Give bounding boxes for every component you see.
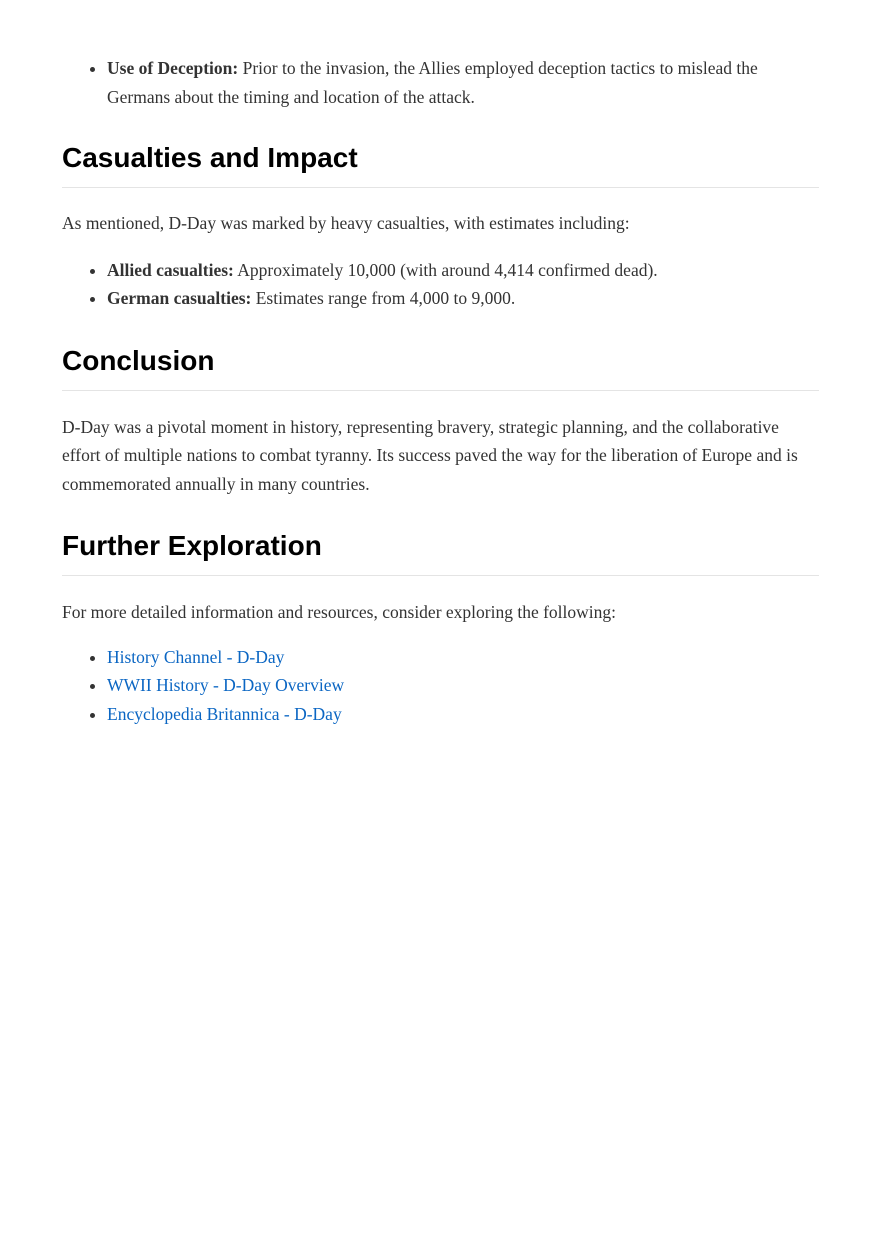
list-item-allied-casualties <box>107 256 819 285</box>
document-page <box>62 0 819 728</box>
list-item-term: Allied casualties: <box>107 259 234 280</box>
list-item-text: Estimates range from 4,000 to 9,000. <box>251 288 516 308</box>
list-item-term: German casualties: <box>107 288 252 308</box>
casualties-list <box>62 256 819 313</box>
link-wwii-history[interactable]: WWII History - D-Day Overview <box>107 675 345 695</box>
list-item-link <box>107 643 819 672</box>
list-item-link <box>107 700 819 729</box>
list-item-text: Prior to the invasion, the Allies employed deception tactics to mislead the Germans about the timing and location of the attack. <box>107 58 758 107</box>
casualties-intro: As mentioned, D-Day was marked by heavy casualties, with estimates including: <box>62 213 630 233</box>
list-item-text: Approximately 10,000 (with around 4,414 confirmed dead). <box>233 259 658 280</box>
list-item-deception <box>107 54 819 111</box>
further-intro: For more detailed information and resources, consider exploring the following: <box>62 602 617 622</box>
list-item-link <box>107 671 819 700</box>
list-item-german-casualties <box>107 284 819 313</box>
section-heading-further-exploration: Further Exploration <box>62 529 819 576</box>
link-britannica[interactable]: Encyclopedia Britannica - D-Day <box>107 703 342 724</box>
section-heading-conclusion: Conclusion <box>62 344 819 391</box>
conclusion-paragraph: D-Day was a pivotal moment in history, representing bravery, strategic planning, and the collaborative effort of multiple nations to combat tyranny. Its success paved the way for the liberation of Europe and is commemorated annually in many countries. <box>62 416 798 494</box>
list-item-term: Use of Deception: <box>107 58 239 78</box>
strategy-list <box>62 54 819 111</box>
link-history-channel[interactable]: History Channel - D-Day <box>107 646 285 667</box>
resource-links-list <box>62 643 819 729</box>
section-heading-casualties: Casualties and Impact <box>62 141 819 188</box>
